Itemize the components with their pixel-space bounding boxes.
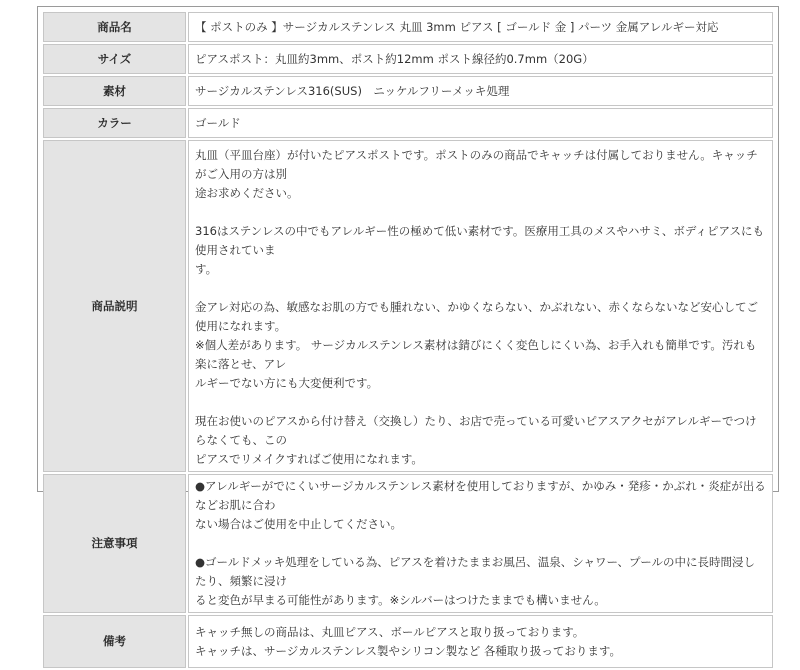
notes-line: ると変色が早まる可能性があります。※シルバーはつけたままでも構いません。 [195,593,606,607]
size-label: サイズ [43,44,186,74]
remarks-value [188,615,773,668]
notes-line: ●アレルギーがでにくいサージカルステンレス素材を使用しておりますが、かゆみ・発疹・かぶれ・炎症が出るなどお肌に合わ [195,479,766,512]
size-value [188,44,773,74]
material-text: サージカルステンレス316(SUS) ニッケルフリーメッキ処理 [195,83,510,98]
product-spec-frame [37,6,779,658]
material-label: 素材 [43,76,186,106]
remarks-label: 備考 [43,615,186,668]
row-product-name [43,12,773,42]
row-material [43,76,773,106]
notes-line: ●ゴールドメッキ処理をしている為、ピアスを着けたままお風呂、温泉、シャワー、プールの中に長時間浸したり、頻繁に浸け [195,555,755,588]
notes-line: ない場合はご使用を中止してください。 [195,517,402,531]
size-text: ピアスポスト：丸皿約3mm、ポスト約12mm ポスト線径約0.7mm（20G） [195,51,594,66]
description-line: ルギーでない方にも大変便利です。 [195,376,379,390]
row-size [43,44,773,74]
description-line: 316はステンレスの中でもアレルギー性の極めて低い素材です。医療用工具のメスやハサミ、ボディピアスにも使用されていま [195,224,764,257]
notes-paragraph [195,477,766,534]
remarks-line: キャッチ無しの商品は、丸皿ピアス、ボールピアスと取り扱っております。 [195,624,585,639]
description-line: 金アレ対応の為、敏感なお肌の方でも腫れない、かゆくならない、かぶれない、赤くならないなど安心してご使用になれます。 [195,300,759,333]
description-label: 商品説明 [43,140,186,472]
color-value [188,108,773,138]
description-line: ※個人差があります。 サージカルステンレス素材は錆びにくく変色しにくい為、お手入れも簡単です。汚れも楽に落とせ、アレ [195,338,757,371]
product-spec-table [41,10,775,670]
notes-value [188,474,773,613]
description-paragraph [195,146,766,203]
color-label: カラー [43,108,186,138]
notes-paragraph [195,553,766,610]
row-color [43,108,773,138]
product-name-label: 商品名 [43,12,186,42]
description-line: 現在お使いのピアスから付け替え（交換し）たり、お店で売っている可愛いピアスアクセがアレルギーでつけらなくても、この [195,414,757,447]
description-paragraph [195,222,766,279]
description-value [188,140,773,472]
description-paragraph [195,412,766,469]
product-name-value [188,12,773,42]
row-description [43,140,773,472]
description-paragraph [195,298,766,393]
remarks-line: キャッチは、サージカルステンレス製やシリコン製など 各種取り扱っております。 [195,643,621,658]
product-name-text: 【 ポストのみ 】サージカルステンレス 丸皿 3mm ピアス [ ゴールド 金 ] パーツ 金属アレルギー対応 [195,19,719,34]
description-line: す。 [195,262,218,276]
row-notes [43,474,773,613]
color-text: ゴールド [195,115,241,130]
description-line: ピアスでリメイクすればご使用になれます。 [195,452,423,466]
row-remarks [43,615,773,668]
description-line: 丸皿（平皿台座）が付いたピアスポストです。ポストのみの商品でキャッチは付属しておりません。キャッチがご入用の方は別 [195,148,758,181]
material-value [188,76,773,106]
notes-label: 注意事項 [43,474,186,613]
description-line: 途お求めください。 [195,186,299,200]
